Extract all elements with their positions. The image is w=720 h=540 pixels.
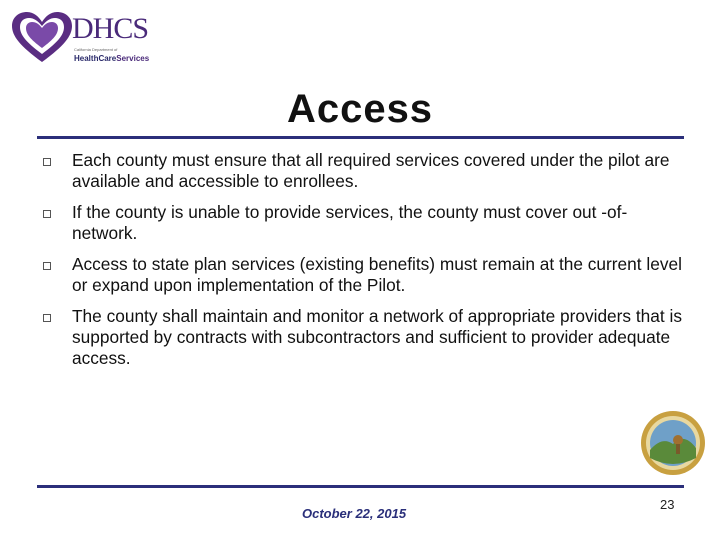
bullet-text: Each county must ensure that all required services covered under the pilot are available and accessible to enrollees. (72, 150, 670, 191)
footer-divider (37, 485, 684, 488)
checkbox-bullet-icon (43, 262, 51, 270)
footer-date: October 22, 2015 (302, 506, 407, 521)
logo-brand-part-b: Services (116, 54, 150, 63)
bullet-item (40, 254, 690, 296)
slide-title: Access (286, 87, 434, 131)
title-divider (37, 136, 684, 139)
logo-subtitle: California Department of (74, 47, 118, 52)
bullet-text: The county shall maintain and monitor a network of appropriate providers that is supported by contracts with subcontractors and sufficient to provider adequate access. (72, 306, 682, 368)
checkbox-bullet-icon (43, 210, 51, 218)
bullet-list (40, 150, 690, 379)
logo-brand-part-a: HealthCare (74, 54, 117, 63)
checkbox-bullet-icon (43, 158, 51, 166)
logo-wordmark: DHCS (72, 12, 149, 45)
checkbox-bullet-icon (43, 314, 51, 322)
bullet-item (40, 150, 690, 192)
logo-brand (74, 54, 149, 64)
bullet-text: Access to state plan services (existing benefits) must remain at the current level or expand upon implementation of the Pilot. (72, 254, 682, 295)
bullet-item (40, 306, 690, 369)
state-seal-icon (640, 410, 706, 476)
dhcs-logo (10, 10, 162, 66)
page-number: 23 (660, 497, 675, 512)
bullet-text: If the county is unable to provide services, the county must cover out -of-network. (72, 202, 628, 243)
bullet-item (40, 202, 690, 244)
heart-logo-icon (10, 10, 74, 66)
